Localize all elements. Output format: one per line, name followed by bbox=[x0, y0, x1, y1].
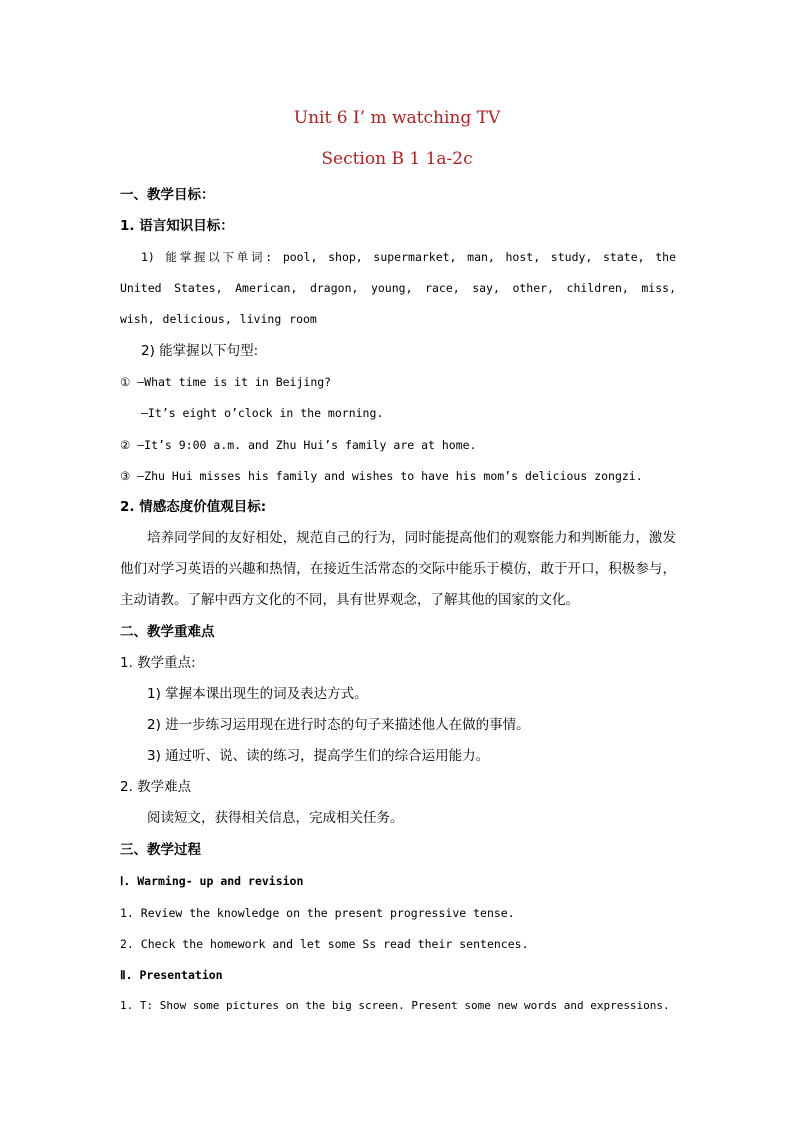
document-subtitle: Section B 1 1a-2c bbox=[321, 149, 473, 169]
subheading-language-objectives: 1. 语言知识目标： bbox=[120, 218, 234, 234]
document-title: Unit 6 I’ m watching TV bbox=[293, 108, 501, 128]
sentence-item: ② —It’s 9:00 a.m. and Zhu Hui’s family are at home. bbox=[120, 438, 477, 452]
key-points-label: 1. 教学重点: bbox=[120, 655, 196, 671]
step-heading-warming-up: Ⅰ. Warming- up and revision bbox=[120, 874, 304, 888]
sentence-patterns-label: 2) 能掌握以下句型: bbox=[141, 343, 259, 359]
sentence-item: —It’s eight o’clock in the morning. bbox=[141, 406, 384, 420]
vocabulary-paragraph: 1) 能掌握以下单词: pool, shop, supermarket, man, host, study, state, the United States, American, dragon, young, race, say, other, children, miss, wish, delicious, living room bbox=[120, 250, 676, 326]
section-heading-key-difficult: 二、教学重难点 bbox=[120, 624, 215, 640]
key-point-item: 1) 掌握本课出现生的词及表达方式。 bbox=[147, 686, 368, 702]
step-item: 2. Check the homework and let some Ss read their sentences. bbox=[120, 937, 529, 951]
section-heading-process: 三、教学过程 bbox=[120, 842, 201, 858]
attitude-paragraph: 培养同学间的友好相处，规范自己的行为，同时能提高他们的观察能力和判断能力，激发他们对学习英语的兴趣和热情，在接近生活常态的交际中能乐于模仿，敢于开口，积极参与，主动请教。了解中西方文化的不同，具有世界观念，了解其他的国家的文化。 bbox=[120, 530, 676, 608]
section-heading-objectives: 一、教学目标： bbox=[120, 187, 215, 203]
difficulty-text: 阅读短文，获得相关信息，完成相关任务。 bbox=[147, 810, 404, 826]
step-heading-presentation: Ⅱ. Presentation bbox=[120, 968, 223, 982]
step-item: 1. Review the knowledge on the present progressive tense. bbox=[120, 906, 515, 920]
step-item: 1. T: Show some pictures on the big screen. Present some new words and expressions. bbox=[120, 999, 670, 1012]
key-point-item: 3) 通过听、说、读的练习，提高学生们的综合运用能力。 bbox=[147, 748, 490, 764]
key-point-item: 2) 进一步练习运用现在进行时态的句子来描述他人在做的事情。 bbox=[147, 717, 530, 733]
sentence-item: ① —What time is it in Beijing? bbox=[120, 375, 332, 389]
difficulty-label: 2. 教学难点 bbox=[120, 779, 192, 795]
subheading-attitude-objectives: 2. 情感态度价值观目标: bbox=[120, 499, 267, 515]
sentence-item: ③ —Zhu Hui misses his family and wishes to have his mom’s delicious zongzi. bbox=[120, 469, 643, 483]
